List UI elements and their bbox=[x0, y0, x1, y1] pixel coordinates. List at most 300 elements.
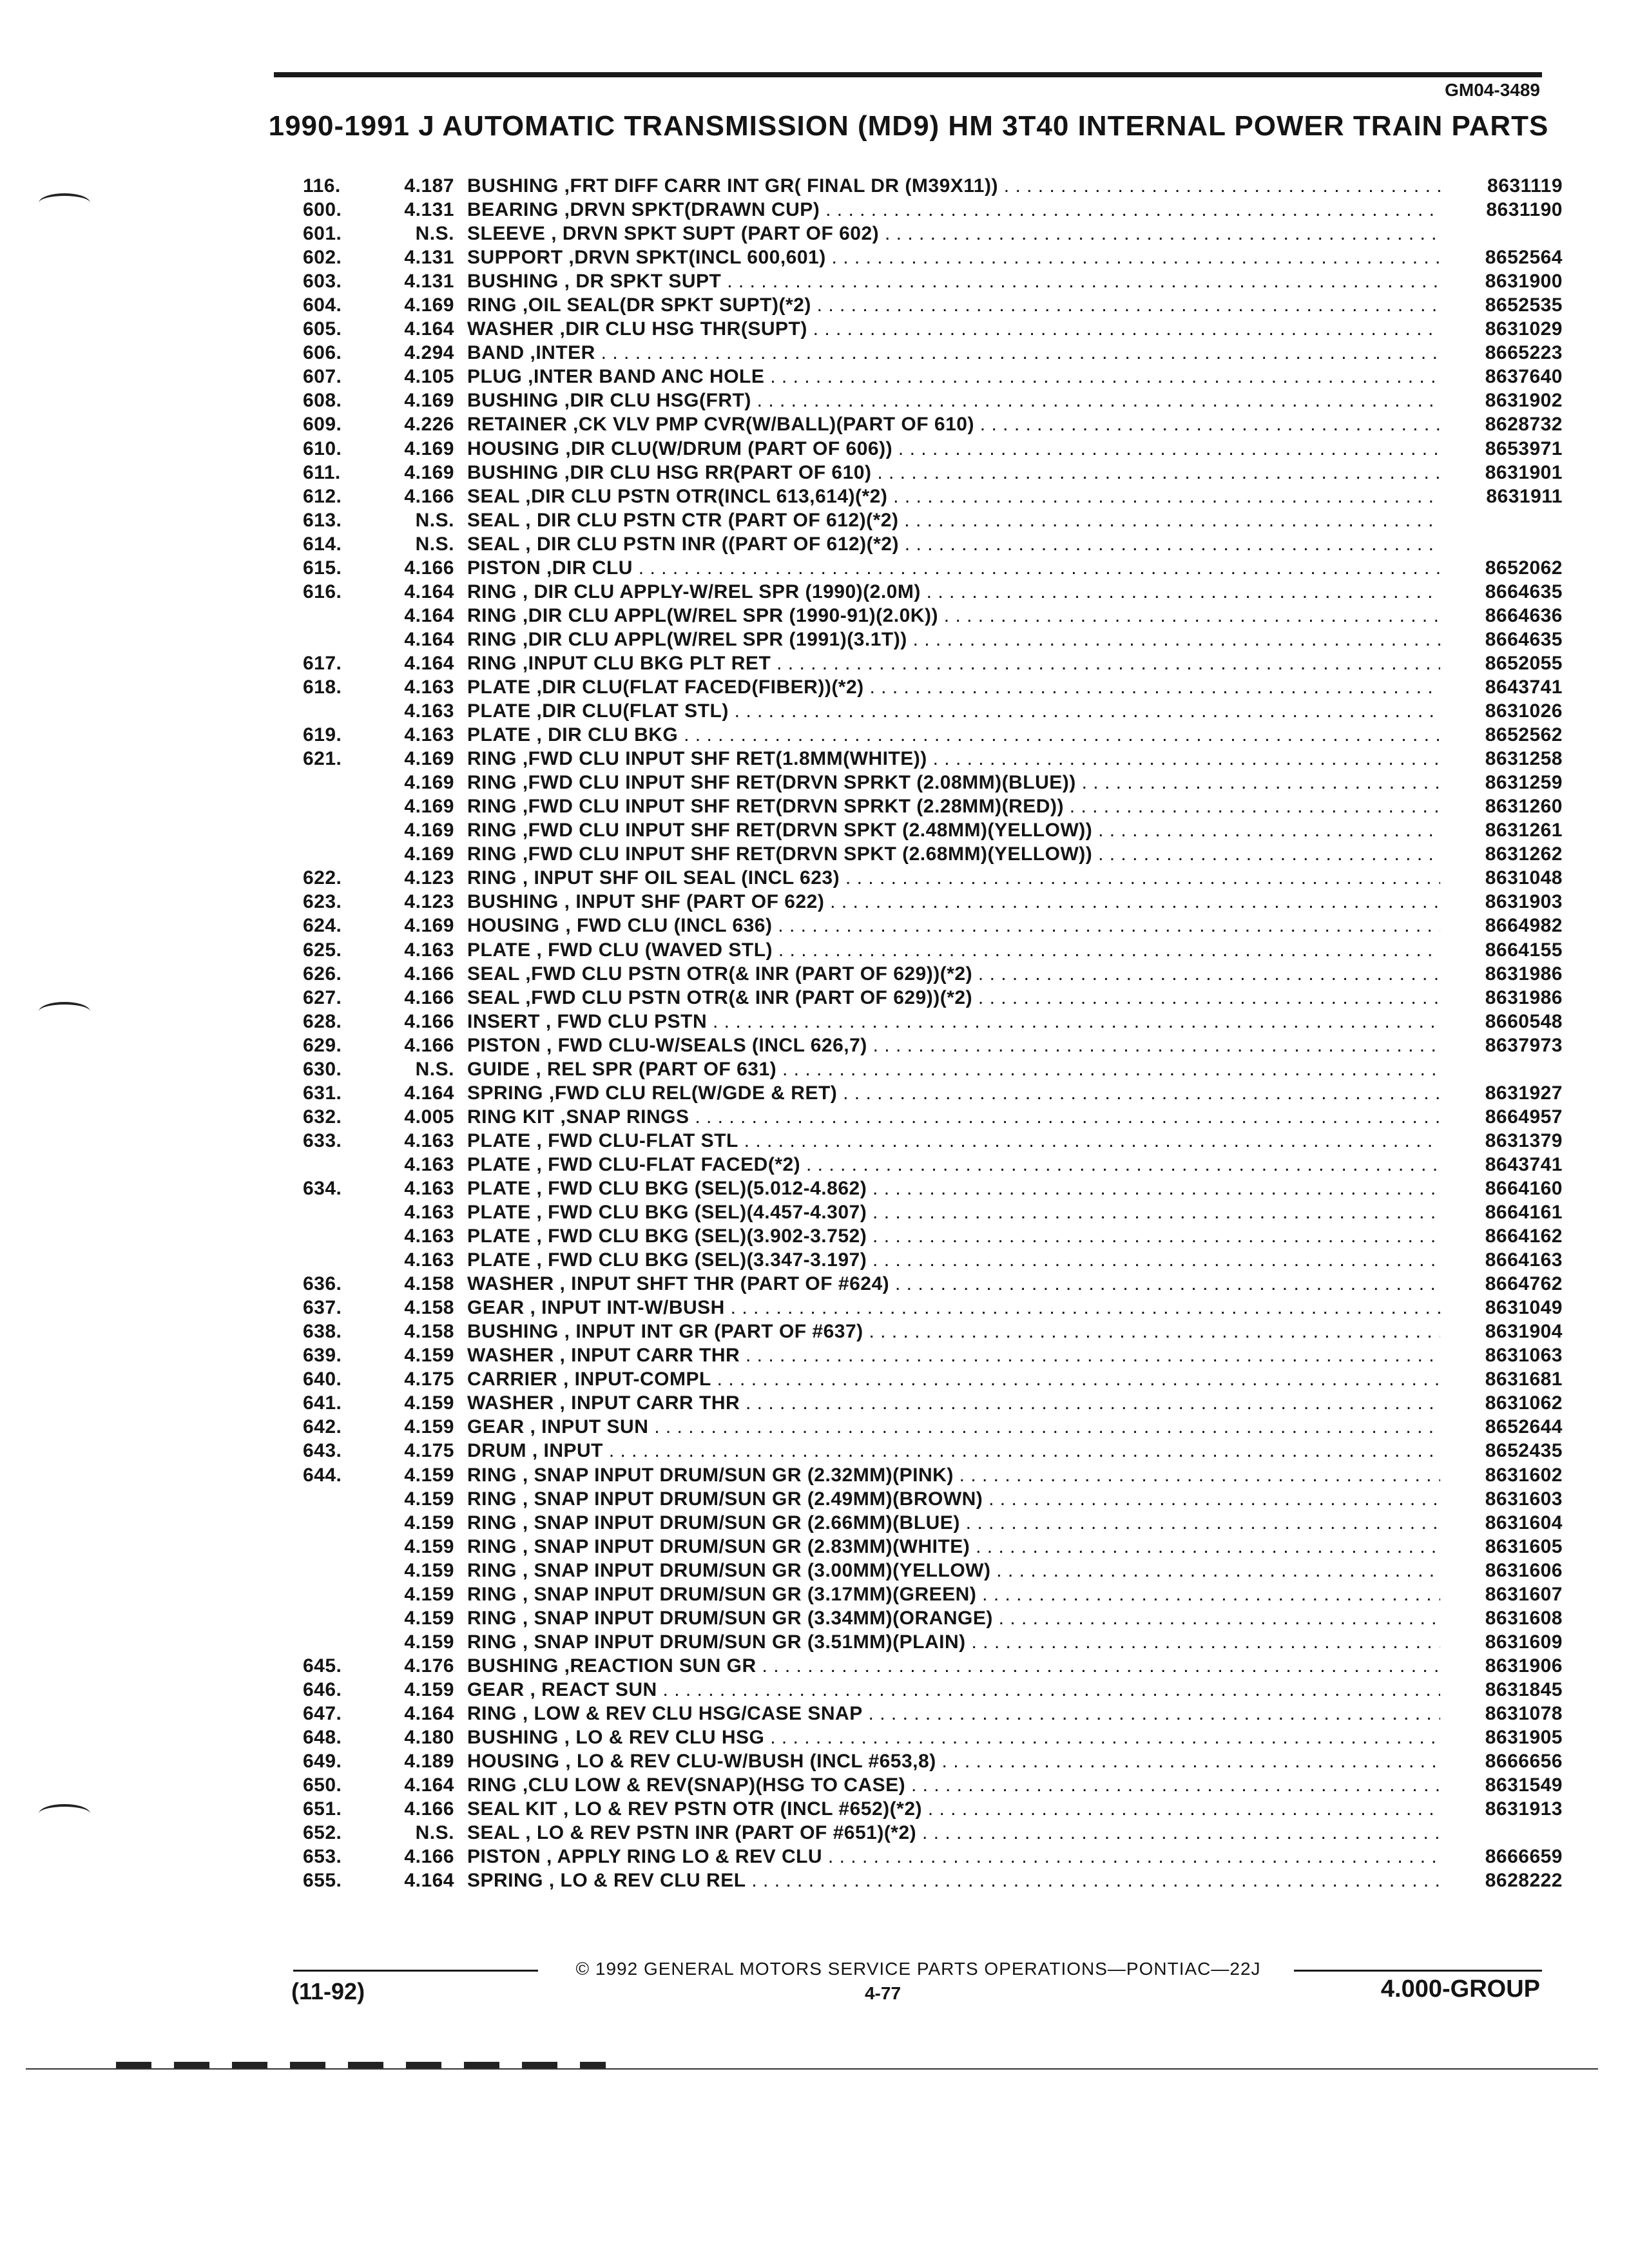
parts-row bbox=[303, 1011, 1563, 1035]
group-number: 4.169 bbox=[404, 437, 454, 459]
part-number: 8653971 bbox=[1485, 437, 1563, 459]
part-description: RING , SNAP INPUT DRUM/SUN GR (3.00MM)(YELLOW) . . . bbox=[467, 1560, 1440, 1582]
parts-row bbox=[303, 939, 1563, 963]
parts-row bbox=[303, 1679, 1563, 1703]
part-number: 8631986 bbox=[1485, 986, 1563, 1008]
group-number: 4.159 bbox=[404, 1488, 454, 1510]
parts-row bbox=[303, 1369, 1563, 1392]
part-key-number: 624. bbox=[303, 915, 342, 937]
parts-row bbox=[303, 987, 1563, 1011]
group-number: 4.105 bbox=[404, 366, 454, 388]
part-key-number: 631. bbox=[303, 1082, 342, 1104]
group-number: 4.169 bbox=[404, 461, 454, 483]
part-number: 8631603 bbox=[1485, 1488, 1563, 1510]
parts-row bbox=[303, 271, 1563, 294]
parts-row bbox=[303, 366, 1563, 390]
part-description: RING , DIR CLU APPLY-W/REL SPR (1990)(2.0M) . . . bbox=[467, 581, 1440, 603]
part-description: RING ,CLU LOW & REV(SNAP)(HSG TO CASE) . . . bbox=[467, 1774, 1440, 1796]
parts-row bbox=[303, 796, 1563, 820]
part-number: 8631927 bbox=[1485, 1082, 1563, 1104]
part-description: INSERT , FWD CLU PSTN . . . bbox=[467, 1011, 1440, 1033]
group-number: 4.180 bbox=[404, 1727, 454, 1749]
part-key-number: 622. bbox=[303, 867, 342, 889]
parts-row bbox=[303, 867, 1563, 891]
part-number: 8631609 bbox=[1485, 1631, 1563, 1653]
group-number: 4.159 bbox=[404, 1559, 454, 1581]
part-number: 8631078 bbox=[1485, 1703, 1563, 1724]
parts-row bbox=[303, 462, 1563, 486]
part-key-number: 634. bbox=[303, 1177, 342, 1199]
parts-row bbox=[303, 557, 1563, 581]
part-key-number: 655. bbox=[303, 1870, 342, 1892]
part-description: BUSHING , INPUT INT GR (PART OF #637) . . . bbox=[467, 1321, 1440, 1343]
scan-artifact-dashes bbox=[116, 2062, 606, 2068]
group-number: 4.294 bbox=[404, 342, 454, 364]
part-number: 8664155 bbox=[1485, 939, 1563, 961]
part-key-number: 613. bbox=[303, 509, 342, 531]
part-description: RING ,FWD CLU INPUT SHF RET(DRVN SPRKT (2.08MM)(BLUE)) . . . bbox=[467, 772, 1440, 794]
part-key-number: 610. bbox=[303, 437, 342, 459]
group-number: 4.164 bbox=[404, 1703, 454, 1724]
part-description: PLATE , FWD CLU-FLAT FACED(*2) . . . bbox=[467, 1154, 1440, 1176]
part-key-number: 617. bbox=[303, 652, 342, 674]
part-description: PLATE ,DIR CLU(FLAT STL) . . . bbox=[467, 700, 1440, 722]
group-number: 4.189 bbox=[404, 1751, 454, 1773]
part-description: RING , SNAP INPUT DRUM/SUN GR (2.83MM)(WHITE) . . . bbox=[467, 1536, 1440, 1558]
part-key-number: 649. bbox=[303, 1751, 342, 1773]
group-number: 4.169 bbox=[404, 772, 454, 794]
part-description: RING ,FWD CLU INPUT SHF RET(DRVN SPKT (2.48MM)(YELLOW)) . . . bbox=[467, 820, 1440, 841]
parts-row bbox=[303, 175, 1563, 199]
part-description: BUSHING ,FRT DIFF CARR INT GR( FINAL DR (M39X11)) . . . bbox=[467, 175, 1440, 197]
group-number: 4.175 bbox=[404, 1369, 454, 1390]
parts-row bbox=[303, 1202, 1563, 1225]
parts-row bbox=[303, 1130, 1563, 1154]
part-number: 8631902 bbox=[1485, 390, 1563, 412]
part-key-number: 632. bbox=[303, 1106, 342, 1128]
part-description: PLATE , FWD CLU (WAVED STL) . . . bbox=[467, 939, 1440, 961]
part-number: 8631904 bbox=[1485, 1321, 1563, 1343]
part-description: RING ,DIR CLU APPL(W/REL SPR (1990-91)(2.0K)) . . . bbox=[467, 605, 1440, 627]
part-description: BUSHING ,DIR CLU HSG RR(PART OF 610) . . . bbox=[467, 462, 1440, 484]
parts-row bbox=[303, 677, 1563, 700]
group-number: 4.163 bbox=[404, 1249, 454, 1271]
part-description: RING ,FWD CLU INPUT SHF RET(1.8MM(WHITE)) . . . bbox=[467, 748, 1440, 770]
parts-row bbox=[303, 724, 1563, 748]
part-description: GEAR , REACT SUN . . . bbox=[467, 1679, 1440, 1701]
part-number: 8665223 bbox=[1485, 342, 1563, 364]
part-key-number: 609. bbox=[303, 414, 342, 436]
part-key-number: 626. bbox=[303, 963, 342, 985]
part-description: SEAL ,DIR CLU PSTN OTR(INCL 613,614)(*2) . . . bbox=[467, 486, 1440, 508]
part-key-number: 628. bbox=[303, 1010, 342, 1032]
part-number: 8631048 bbox=[1485, 867, 1563, 889]
group-number: 4.163 bbox=[404, 1153, 454, 1175]
group-number: 4.164 bbox=[404, 1870, 454, 1892]
group-number: 4.159 bbox=[404, 1392, 454, 1414]
part-number: 8631901 bbox=[1485, 461, 1563, 483]
part-key-number: 653. bbox=[303, 1846, 342, 1868]
parts-row bbox=[303, 342, 1563, 366]
part-key-number: 611. bbox=[303, 461, 341, 483]
parts-row bbox=[303, 1440, 1563, 1464]
part-description: SPRING , LO & REV CLU REL . . . bbox=[467, 1870, 1440, 1892]
part-key-number: 630. bbox=[303, 1058, 342, 1080]
part-description: HOUSING , LO & REV CLU-W/BUSH (INCL #653,8) . . . bbox=[467, 1751, 1440, 1773]
part-description: WASHER , INPUT CARR THR . . . bbox=[467, 1392, 1440, 1414]
part-number: 8652562 bbox=[1485, 724, 1563, 746]
part-number: 8631258 bbox=[1485, 748, 1563, 770]
part-description: RETAINER ,CK VLV PMP CVR(W/BALL)(PART OF 610) . . . bbox=[467, 414, 1440, 436]
parts-row bbox=[303, 891, 1563, 915]
part-description: PISTON , FWD CLU-W/SEALS (INCL 626,7) . . . bbox=[467, 1035, 1440, 1057]
parts-row bbox=[303, 1465, 1563, 1488]
part-number: 8631549 bbox=[1485, 1774, 1563, 1796]
parts-row bbox=[303, 1751, 1563, 1774]
page-title: 1990-1991 J AUTOMATIC TRANSMISSION (MD9) HM 3T40 INTERNAL POWER TRAIN PARTS bbox=[268, 110, 1549, 142]
part-description: RING , LOW & REV CLU HSG/CASE SNAP . . . bbox=[467, 1703, 1440, 1725]
part-number: 8664162 bbox=[1485, 1225, 1563, 1247]
parts-row bbox=[303, 700, 1563, 724]
parts-row bbox=[303, 605, 1563, 629]
parts-row bbox=[303, 1345, 1563, 1369]
part-key-number: 615. bbox=[303, 557, 342, 579]
part-number: 8660548 bbox=[1485, 1010, 1563, 1032]
parts-row bbox=[303, 1488, 1563, 1512]
parts-row bbox=[303, 843, 1563, 867]
part-number: 8666656 bbox=[1485, 1751, 1563, 1773]
parts-row bbox=[303, 1392, 1563, 1416]
part-number: 8637973 bbox=[1485, 1034, 1563, 1056]
group-number: 4.166 bbox=[404, 963, 454, 985]
parts-row bbox=[303, 1798, 1563, 1822]
part-number: 8631845 bbox=[1485, 1678, 1563, 1700]
group-number: 4.159 bbox=[404, 1678, 454, 1700]
group-number: 4.005 bbox=[404, 1106, 454, 1128]
part-description: RING ,FWD CLU INPUT SHF RET(DRVN SPRKT (2.28MM)(RED)) . . . bbox=[467, 796, 1440, 818]
part-description: RING , SNAP INPUT DRUM/SUN GR (3.34MM)(ORANGE) . . . bbox=[467, 1608, 1440, 1629]
part-number: 8664635 bbox=[1485, 628, 1563, 650]
part-number: 8631119 bbox=[1487, 175, 1563, 197]
parts-row bbox=[303, 1560, 1563, 1584]
part-number: 8631906 bbox=[1485, 1655, 1563, 1677]
footer-rule-right bbox=[1294, 1970, 1542, 1972]
part-description: RING , SNAP INPUT DRUM/SUN GR (3.51MM)(PLAIN) . . . bbox=[467, 1631, 1440, 1653]
header-rule bbox=[274, 72, 1542, 77]
group-number: 4.159 bbox=[404, 1416, 454, 1438]
part-number: 8631608 bbox=[1485, 1607, 1563, 1629]
part-description: GUIDE , REL SPR (PART OF 631) . . . bbox=[467, 1059, 1440, 1081]
group-number: 4.159 bbox=[404, 1345, 454, 1367]
group-number: 4.169 bbox=[404, 748, 454, 770]
part-key-number: 637. bbox=[303, 1297, 342, 1319]
part-number: 8664957 bbox=[1485, 1106, 1563, 1128]
part-key-number: 616. bbox=[303, 581, 342, 602]
part-description: SEAL ,FWD CLU PSTN OTR(& INR (PART OF 629))(*2) . . . bbox=[467, 987, 1440, 1009]
part-key-number: 650. bbox=[303, 1774, 342, 1796]
part-number: 8631905 bbox=[1485, 1727, 1563, 1749]
part-description: BAND ,INTER . . . bbox=[467, 342, 1440, 364]
part-number: 8631259 bbox=[1485, 772, 1563, 794]
part-description: CARRIER , INPUT-COMPL . . . bbox=[467, 1369, 1440, 1390]
parts-row bbox=[303, 1655, 1563, 1679]
part-number: 8652055 bbox=[1485, 652, 1563, 674]
group-number: 4.159 bbox=[404, 1631, 454, 1653]
part-key-number: 607. bbox=[303, 366, 342, 388]
part-number: 8652435 bbox=[1485, 1440, 1563, 1462]
part-description: PISTON ,DIR CLU . . . bbox=[467, 557, 1440, 579]
part-description: BUSHING , DR SPKT SUPT . . . bbox=[467, 271, 1440, 293]
parts-row bbox=[303, 1870, 1563, 1894]
group-number: N.S. bbox=[415, 509, 454, 531]
footer-copyright: © 1992 GENERAL MOTORS SERVICE PARTS OPERATIONS—PONTIAC—22J bbox=[575, 1959, 1261, 1979]
part-key-number: 638. bbox=[303, 1321, 342, 1343]
part-key-number: 629. bbox=[303, 1034, 342, 1056]
group-number: 4.163 bbox=[404, 724, 454, 746]
parts-row bbox=[303, 629, 1563, 653]
part-key-number: 618. bbox=[303, 676, 342, 698]
part-key-number: 644. bbox=[303, 1464, 342, 1486]
parts-row bbox=[303, 1059, 1563, 1082]
document-id: GM04-3489 bbox=[1445, 80, 1540, 100]
part-number: 8664635 bbox=[1485, 581, 1563, 602]
part-number: 8631062 bbox=[1485, 1392, 1563, 1414]
group-number: 4.176 bbox=[404, 1655, 454, 1677]
group-number: 4.166 bbox=[404, 1798, 454, 1820]
part-description: BUSHING ,DIR CLU HSG(FRT) . . . bbox=[467, 390, 1440, 412]
part-key-number: 614. bbox=[303, 533, 342, 555]
part-key-number: 625. bbox=[303, 939, 342, 961]
part-number: 8631026 bbox=[1485, 700, 1563, 722]
part-description: PLATE ,DIR CLU(FLAT FACED(FIBER))(*2) . . . bbox=[467, 677, 1440, 698]
parts-row bbox=[303, 510, 1563, 533]
part-number: 8631379 bbox=[1485, 1129, 1563, 1151]
group-number: 4.169 bbox=[404, 820, 454, 841]
parts-row bbox=[303, 1608, 1563, 1631]
part-description: SUPPORT ,DRVN SPKT(INCL 600,601) . . . bbox=[467, 247, 1440, 269]
part-number: 8631602 bbox=[1485, 1464, 1563, 1486]
part-key-number: 612. bbox=[303, 485, 342, 507]
part-key-number: 636. bbox=[303, 1273, 342, 1295]
part-number: 8664636 bbox=[1485, 604, 1563, 626]
parts-row bbox=[303, 1584, 1563, 1608]
part-number: 8664982 bbox=[1485, 915, 1563, 937]
parts-row bbox=[303, 1225, 1563, 1249]
group-number: 4.166 bbox=[404, 557, 454, 579]
parts-row bbox=[303, 1297, 1563, 1321]
group-number: N.S. bbox=[415, 223, 454, 245]
part-number: 8628732 bbox=[1485, 414, 1563, 436]
part-number: 8631900 bbox=[1485, 271, 1563, 293]
part-key-number: 646. bbox=[303, 1678, 342, 1700]
group-number: 4.169 bbox=[404, 915, 454, 937]
part-key-number: 605. bbox=[303, 318, 342, 340]
group-number: 4.123 bbox=[404, 891, 454, 913]
parts-row bbox=[303, 223, 1563, 247]
group-number: 4.158 bbox=[404, 1321, 454, 1343]
parts-row bbox=[303, 1249, 1563, 1273]
part-description: SPRING ,FWD CLU REL(W/GDE & RET) . . . bbox=[467, 1082, 1440, 1104]
part-number: 8628222 bbox=[1485, 1870, 1563, 1892]
footer-date-code: (11-92) bbox=[291, 1978, 365, 2004]
parts-row bbox=[303, 1154, 1563, 1178]
part-description: SEAL , LO & REV PSTN INR (PART OF #651)(*2) . . . bbox=[467, 1822, 1440, 1844]
group-number: 4.169 bbox=[404, 390, 454, 412]
part-description: RING KIT ,SNAP RINGS . . . bbox=[467, 1106, 1440, 1128]
group-number: 4.166 bbox=[404, 1010, 454, 1032]
part-key-number: 645. bbox=[303, 1655, 342, 1677]
part-number: 8631063 bbox=[1485, 1345, 1563, 1367]
group-number: 4.159 bbox=[404, 1535, 454, 1557]
group-number: 4.131 bbox=[404, 247, 454, 269]
part-key-number: 639. bbox=[303, 1345, 342, 1367]
group-number: 4.163 bbox=[404, 939, 454, 961]
part-key-number: 643. bbox=[303, 1440, 342, 1462]
part-description: GEAR , INPUT INT-W/BUSH . . . bbox=[467, 1297, 1440, 1319]
group-number: 4.166 bbox=[404, 485, 454, 507]
part-description: BUSHING ,REACTION SUN GR . . . bbox=[467, 1655, 1440, 1677]
group-number: 4.163 bbox=[404, 676, 454, 698]
group-number: 4.169 bbox=[404, 843, 454, 865]
part-key-number: 601. bbox=[303, 223, 342, 245]
part-number: 8664762 bbox=[1485, 1273, 1563, 1295]
part-description: RING , SNAP INPUT DRUM/SUN GR (2.32MM)(PINK) . . . bbox=[467, 1465, 1440, 1486]
parts-row bbox=[303, 1846, 1563, 1870]
group-number: 4.164 bbox=[404, 1082, 454, 1104]
part-number: 8631029 bbox=[1485, 318, 1563, 340]
part-description: PLUG ,INTER BAND ANC HOLE . . . bbox=[467, 366, 1440, 388]
part-key-number: 621. bbox=[303, 748, 342, 770]
part-key-number: 651. bbox=[303, 1798, 342, 1820]
part-number: 8664161 bbox=[1485, 1202, 1563, 1224]
group-number: N.S. bbox=[415, 1058, 454, 1080]
parts-row bbox=[303, 653, 1563, 677]
parts-row bbox=[303, 390, 1563, 414]
part-number: 8631681 bbox=[1485, 1369, 1563, 1390]
part-description: RING ,OIL SEAL(DR SPKT SUPT)(*2) . . . bbox=[467, 294, 1440, 316]
parts-row bbox=[303, 199, 1563, 223]
part-description: WASHER , INPUT SHFT THR (PART OF #624) . . . bbox=[467, 1273, 1440, 1295]
parts-row bbox=[303, 1035, 1563, 1059]
group-number: 4.163 bbox=[404, 1177, 454, 1199]
part-description: WASHER ,DIR CLU HSG THR(SUPT) . . . bbox=[467, 318, 1440, 340]
part-number: 8631049 bbox=[1485, 1297, 1563, 1319]
part-description: RING , SNAP INPUT DRUM/SUN GR (3.17MM)(GREEN) . . . bbox=[467, 1584, 1440, 1606]
group-number: 4.164 bbox=[404, 628, 454, 650]
part-number: 8652535 bbox=[1485, 294, 1563, 316]
part-number: 8631986 bbox=[1485, 963, 1563, 985]
parts-row bbox=[303, 1321, 1563, 1345]
part-number: 8652062 bbox=[1485, 557, 1563, 579]
binder-mark bbox=[39, 1804, 90, 1823]
part-number: 8652564 bbox=[1485, 247, 1563, 269]
part-key-number: 600. bbox=[303, 199, 342, 221]
part-description: PLATE , DIR CLU BKG . . . bbox=[467, 724, 1440, 746]
part-description: SEAL , DIR CLU PSTN INR ((PART OF 612)(*2) . . . bbox=[467, 533, 1440, 555]
part-number: 8631605 bbox=[1485, 1535, 1563, 1557]
group-number: 4.166 bbox=[404, 986, 454, 1008]
part-description: SEAL ,FWD CLU PSTN OTR(& INR (PART OF 629))(*2) . . . bbox=[467, 963, 1440, 985]
binder-mark bbox=[39, 193, 90, 213]
part-number: 8631260 bbox=[1485, 796, 1563, 818]
parts-row bbox=[303, 533, 1563, 557]
parts-row bbox=[303, 1273, 1563, 1297]
parts-list bbox=[303, 175, 1563, 1894]
parts-row bbox=[303, 1631, 1563, 1655]
part-description: PLATE , FWD CLU BKG (SEL)(3.347-3.197) . . . bbox=[467, 1249, 1440, 1271]
part-description: HOUSING ,DIR CLU(W/DRUM (PART OF 606)) . . . bbox=[467, 438, 1440, 460]
part-key-number: 606. bbox=[303, 342, 342, 364]
group-number: 4.131 bbox=[404, 271, 454, 293]
parts-row bbox=[303, 748, 1563, 772]
part-key-number: 116. bbox=[303, 175, 341, 197]
group-number: 4.169 bbox=[404, 294, 454, 316]
part-key-number: 627. bbox=[303, 986, 342, 1008]
part-description: RING ,DIR CLU APPL(W/REL SPR (1991)(3.1T)) . . . bbox=[467, 629, 1440, 651]
group-number: 4.158 bbox=[404, 1273, 454, 1295]
group-number: N.S. bbox=[415, 1822, 454, 1844]
part-number: 8631606 bbox=[1485, 1559, 1563, 1581]
part-number: 8631911 bbox=[1486, 485, 1563, 507]
part-key-number: 619. bbox=[303, 724, 342, 746]
group-number: 4.166 bbox=[404, 1846, 454, 1868]
group-number: 4.163 bbox=[404, 700, 454, 722]
part-description: PLATE , FWD CLU-FLAT STL . . . bbox=[467, 1130, 1440, 1152]
group-number: 4.123 bbox=[404, 867, 454, 889]
part-number: 8664160 bbox=[1485, 1177, 1563, 1199]
part-key-number: 633. bbox=[303, 1129, 342, 1151]
parts-row bbox=[303, 1536, 1563, 1560]
parts-row bbox=[303, 1703, 1563, 1727]
part-key-number: 648. bbox=[303, 1727, 342, 1749]
group-number: 4.164 bbox=[404, 1774, 454, 1796]
parts-row bbox=[303, 414, 1563, 437]
part-description: SEAL KIT , LO & REV PSTN OTR (INCL #652)(*2) . . . bbox=[467, 1798, 1440, 1820]
parts-row bbox=[303, 820, 1563, 843]
parts-row bbox=[303, 1822, 1563, 1846]
part-description: PLATE , FWD CLU BKG (SEL)(3.902-3.752) . . . bbox=[467, 1225, 1440, 1247]
part-description: DRUM , INPUT . . . bbox=[467, 1440, 1440, 1462]
parts-row bbox=[303, 247, 1563, 271]
part-key-number: 652. bbox=[303, 1822, 342, 1844]
footer-group: 4.000-GROUP bbox=[1380, 1975, 1540, 2003]
part-key-number: 640. bbox=[303, 1369, 342, 1390]
part-key-number: 608. bbox=[303, 390, 342, 412]
footer-page-number: 4-77 bbox=[864, 1983, 901, 2003]
footer-rule-left bbox=[293, 1970, 538, 1972]
part-number: 8631190 bbox=[1486, 199, 1563, 221]
group-number: 4.175 bbox=[404, 1440, 454, 1462]
part-description: SEAL , DIR CLU PSTN CTR (PART OF 612)(*2) . . . bbox=[467, 510, 1440, 532]
group-number: 4.164 bbox=[404, 318, 454, 340]
part-description: GEAR , INPUT SUN . . . bbox=[467, 1416, 1440, 1438]
parts-row bbox=[303, 1774, 1563, 1798]
part-description: PISTON , APPLY RING LO & REV CLU . . . bbox=[467, 1846, 1440, 1868]
part-number: 8631262 bbox=[1485, 843, 1563, 865]
group-number: 4.159 bbox=[404, 1607, 454, 1629]
parts-row bbox=[303, 772, 1563, 796]
part-key-number: 604. bbox=[303, 294, 342, 316]
group-number: 4.159 bbox=[404, 1464, 454, 1486]
group-number: 4.164 bbox=[404, 581, 454, 602]
parts-row bbox=[303, 915, 1563, 939]
part-key-number: 642. bbox=[303, 1416, 342, 1438]
group-number: 4.163 bbox=[404, 1202, 454, 1224]
part-key-number: 602. bbox=[303, 247, 342, 269]
parts-row bbox=[303, 1416, 1563, 1440]
parts-row bbox=[303, 1106, 1563, 1130]
part-description: BEARING ,DRVN SPKT(DRAWN CUP) . . . bbox=[467, 199, 1440, 221]
